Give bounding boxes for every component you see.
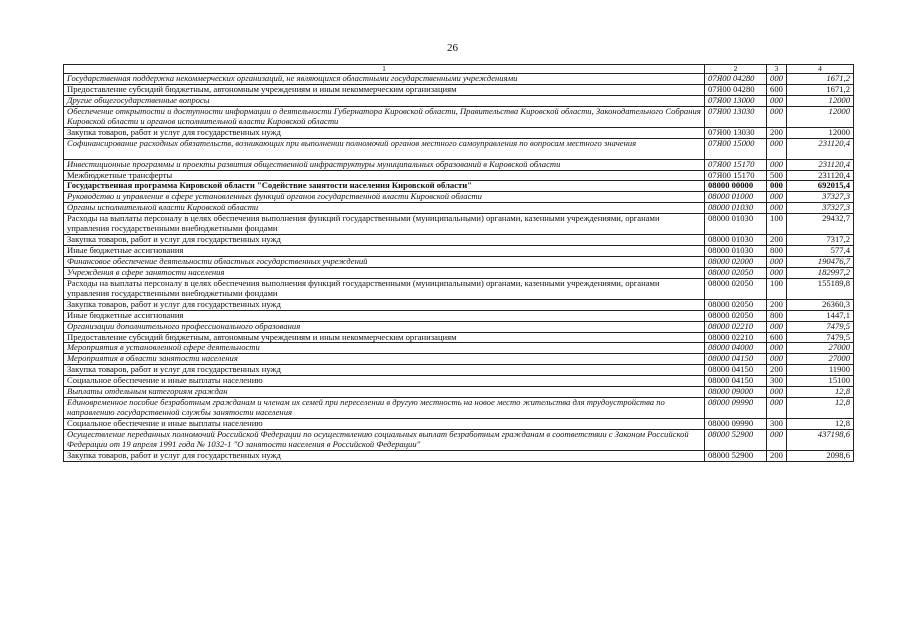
row-sum: 1671,2 <box>787 74 854 85</box>
row-sum: 11900 <box>787 365 854 376</box>
row-name: Учреждения в сфере занятости населения <box>64 267 705 278</box>
row-code: 07Я00 15000 <box>705 138 767 159</box>
table-row <box>64 354 854 365</box>
row-sum: 182997,2 <box>787 267 854 278</box>
row-name: Другие общегосударственные вопросы <box>64 95 705 106</box>
row-sum: 12,8 <box>787 387 854 398</box>
row-name: Мероприятия в установленной сфере деятельности <box>64 343 705 354</box>
row-code: 08000 02050 <box>705 278 767 299</box>
row-name: Расходы на выплаты персоналу в целях обеспечения выполнения функций государственными (муниципальными) органами, казенными учреждениями, органами управления государственными внебюджетными фондами <box>64 214 705 235</box>
row-name: Государственная программа Кировской области "Содействие занятости населения Кировской области" <box>64 181 705 192</box>
row-sum: 37327,3 <box>787 192 854 203</box>
row-sum: 2098,6 <box>787 450 854 461</box>
table-row <box>64 138 854 159</box>
table-row <box>64 387 854 398</box>
row-type: 200 <box>767 235 787 246</box>
row-type: 000 <box>767 203 787 214</box>
row-code: 08000 02050 <box>705 310 767 321</box>
row-type: 800 <box>767 246 787 257</box>
row-sum: 12,8 <box>787 418 854 429</box>
table-row <box>64 376 854 387</box>
row-type: 000 <box>767 159 787 170</box>
table-body <box>64 74 854 462</box>
table-row <box>64 365 854 376</box>
header-row <box>64 65 854 74</box>
row-sum: 27000 <box>787 354 854 365</box>
row-sum: 12,8 <box>787 397 854 418</box>
row-name: Осуществление переданных полномочий Российской Федерации по осуществлению социальных выплат безработным гражданам в соответствии с Законом Российской Федерации от 19 апреля 1991 года № 1032-1 "О занятости населения в Российской Федерации" <box>64 429 705 450</box>
row-name: Закупка товаров, работ и услуг для государственных нужд <box>64 235 705 246</box>
row-code: 08000 09990 <box>705 397 767 418</box>
row-name: Руководство и управление в сфере установленных функций органов государственной власти Кировской области <box>64 192 705 203</box>
row-name: Межбюджетные трансферты <box>64 170 705 181</box>
row-code: 08000 01030 <box>705 203 767 214</box>
row-code: 07Я00 04280 <box>705 84 767 95</box>
row-name: Расходы на выплаты персоналу в целях обеспечения выполнения функций государственными (муниципальными) органами, казенными учреждениями, органами управления государственными внебюджетными фондами <box>64 278 705 299</box>
row-type: 600 <box>767 332 787 343</box>
row-name: Мероприятия в области занятости населения <box>64 354 705 365</box>
row-type: 000 <box>767 138 787 159</box>
column-header-sum: 4 <box>787 65 854 74</box>
row-type: 000 <box>767 397 787 418</box>
row-code: 08000 02050 <box>705 267 767 278</box>
row-sum: 1447,1 <box>787 310 854 321</box>
row-code: 08000 02210 <box>705 321 767 332</box>
row-code: 08000 00000 <box>705 181 767 192</box>
row-name: Иные бюджетные ассигнования <box>64 310 705 321</box>
row-sum: 12000 <box>787 95 854 106</box>
row-sum: 437198,6 <box>787 429 854 450</box>
table-row <box>64 84 854 95</box>
row-code: 08000 02210 <box>705 332 767 343</box>
row-code: 07Я00 15170 <box>705 159 767 170</box>
row-code: 08000 52900 <box>705 429 767 450</box>
row-code: 08000 04000 <box>705 343 767 354</box>
row-code: 07Я00 13000 <box>705 95 767 106</box>
row-name: Инвестиционные программы и проекты развития общественной инфраструктуры муниципальных образований в Кировской области <box>64 159 705 170</box>
row-sum: 15100 <box>787 376 854 387</box>
row-type: 200 <box>767 127 787 138</box>
page-number: 26 <box>447 42 458 54</box>
row-code: 08000 52900 <box>705 450 767 461</box>
row-sum: 155189,8 <box>787 278 854 299</box>
row-code: 07Я00 13030 <box>705 127 767 138</box>
row-code: 08000 09990 <box>705 418 767 429</box>
table-row <box>64 181 854 192</box>
table-row <box>64 159 854 170</box>
row-name: Иные бюджетные ассигнования <box>64 246 705 257</box>
row-sum: 29432,7 <box>787 214 854 235</box>
row-code: 07Я00 04280 <box>705 74 767 85</box>
table-row <box>64 343 854 354</box>
table-row <box>64 74 854 85</box>
table-row <box>64 170 854 181</box>
row-sum: 7479,5 <box>787 321 854 332</box>
row-code: 08000 01030 <box>705 214 767 235</box>
row-name: Государственная поддержка некоммерческих организаций, не являющихся областными государственными учреждениями <box>64 74 705 85</box>
row-name: Закупка товаров, работ и услуг для государственных нужд <box>64 127 705 138</box>
row-sum: 7479,5 <box>787 332 854 343</box>
row-type: 200 <box>767 299 787 310</box>
row-name: Социальное обеспечение и иные выплаты населению <box>64 418 705 429</box>
table-row <box>64 267 854 278</box>
row-sum: 27000 <box>787 343 854 354</box>
table-row <box>64 235 854 246</box>
row-type: 000 <box>767 354 787 365</box>
row-sum: 1671,2 <box>787 84 854 95</box>
row-name: Органы исполнительной власти Кировской области <box>64 203 705 214</box>
row-type: 000 <box>767 192 787 203</box>
table-row <box>64 106 854 127</box>
row-code: 07Я00 13030 <box>705 106 767 127</box>
row-name: Социальное обеспечение и иные выплаты населению <box>64 376 705 387</box>
table-row <box>64 332 854 343</box>
row-code: 08000 01030 <box>705 246 767 257</box>
table-row <box>64 321 854 332</box>
row-sum: 12000 <box>787 127 854 138</box>
budget-table <box>63 64 854 462</box>
table-row <box>64 214 854 235</box>
row-sum: 190476,7 <box>787 256 854 267</box>
row-name: Закупка товаров, работ и услуг для государственных нужд <box>64 450 705 461</box>
row-sum: 577,4 <box>787 246 854 257</box>
row-name: Организации дополнительного профессионального образования <box>64 321 705 332</box>
row-name: Закупка товаров, работ и услуг для государственных нужд <box>64 299 705 310</box>
table-row <box>64 256 854 267</box>
table-row <box>64 299 854 310</box>
row-type: 000 <box>767 387 787 398</box>
row-code: 08000 04150 <box>705 354 767 365</box>
row-code: 08000 04150 <box>705 365 767 376</box>
row-type: 200 <box>767 365 787 376</box>
row-type: 100 <box>767 278 787 299</box>
row-type: 000 <box>767 429 787 450</box>
row-type: 000 <box>767 256 787 267</box>
row-name: Предоставление субсидий бюджетным, автономным учреждениям и иным некоммерческим организациям <box>64 332 705 343</box>
column-header-name: 1 <box>64 65 705 74</box>
row-code: 08000 01030 <box>705 235 767 246</box>
table-row <box>64 418 854 429</box>
table-row <box>64 192 854 203</box>
table-row <box>64 397 854 418</box>
row-type: 500 <box>767 170 787 181</box>
table-row <box>64 127 854 138</box>
row-name: Предоставление субсидий бюджетным, автономным учреждениям и иным некоммерческим организациям <box>64 84 705 95</box>
row-type: 300 <box>767 376 787 387</box>
table-row <box>64 310 854 321</box>
table-row <box>64 278 854 299</box>
row-name: Обеспечение открытости и доступности информации о деятельности Губернатора Кировской области, Правительства Кировской области, Законодательного Собрания Кировской области и органов исполнительной власти Кировской области <box>64 106 705 127</box>
row-name: Единовременное пособие безработным гражданам и членам их семей при переселении в другую местность на новое место жительства для трудоустройства по направлению государственной службы занятости населения <box>64 397 705 418</box>
row-code: 08000 04150 <box>705 376 767 387</box>
row-type: 600 <box>767 84 787 95</box>
row-name: Закупка товаров, работ и услуг для государственных нужд <box>64 365 705 376</box>
row-sum: 37327,3 <box>787 203 854 214</box>
row-type: 800 <box>767 310 787 321</box>
row-type: 000 <box>767 95 787 106</box>
row-code: 07Я00 15170 <box>705 170 767 181</box>
row-code: 08000 02000 <box>705 256 767 267</box>
row-type: 000 <box>767 106 787 127</box>
row-sum: 692015,4 <box>787 181 854 192</box>
table-row <box>64 95 854 106</box>
row-sum: 231120,4 <box>787 138 854 159</box>
row-name: Софинансирование расходных обязательств, возникающих при выполнении полномочий органов местного самоуправления по вопросам местного значения <box>64 138 705 159</box>
column-header-type: 3 <box>767 65 787 74</box>
row-sum: 231120,4 <box>787 170 854 181</box>
table-row <box>64 450 854 461</box>
row-sum: 231120,4 <box>787 159 854 170</box>
row-type: 200 <box>767 450 787 461</box>
row-name: Финансовое обеспечение деятельности областных государственных учреждений <box>64 256 705 267</box>
row-type: 000 <box>767 321 787 332</box>
column-header-code: 2 <box>705 65 767 74</box>
table-row <box>64 246 854 257</box>
row-sum: 7317,2 <box>787 235 854 246</box>
row-name: Выплаты отдельным категориям граждан <box>64 387 705 398</box>
row-code: 08000 09000 <box>705 387 767 398</box>
table-row <box>64 203 854 214</box>
row-code: 08000 01000 <box>705 192 767 203</box>
row-type: 100 <box>767 214 787 235</box>
row-type: 000 <box>767 74 787 85</box>
row-code: 08000 02050 <box>705 299 767 310</box>
row-type: 000 <box>767 267 787 278</box>
row-type: 000 <box>767 181 787 192</box>
row-type: 300 <box>767 418 787 429</box>
row-sum: 12000 <box>787 106 854 127</box>
table-row <box>64 429 854 450</box>
row-sum: 26360,3 <box>787 299 854 310</box>
row-type: 000 <box>767 343 787 354</box>
